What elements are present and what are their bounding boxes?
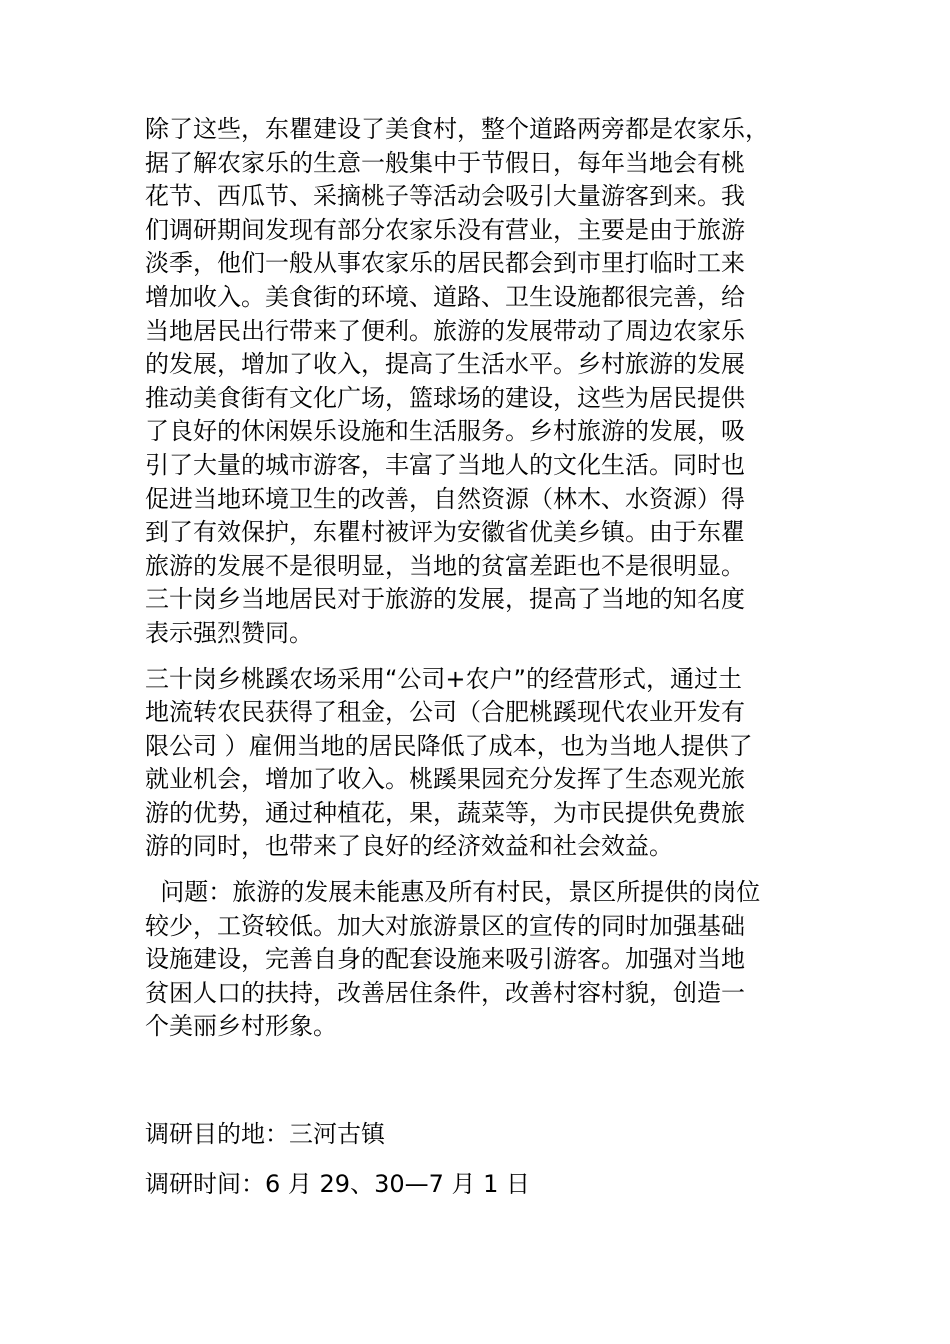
survey-destination-text: 调研目的地：三河古镇 bbox=[145, 1120, 385, 1149]
blank-space bbox=[145, 1056, 805, 1118]
text-line: 了良好的休闲娱乐设施和生活服务。乡村旅游的发展，吸 bbox=[145, 417, 745, 446]
text-line: 推动美食街有文化广场，篮球场的建设，这些为居民提供 bbox=[145, 383, 745, 412]
text-line: 地流转农民获得了租金，公司（合肥桃蹊现代农业开发有 bbox=[145, 698, 745, 727]
text-line: 三十岗乡当地居民对于旅游的发展，提高了当地的知名度 bbox=[145, 585, 745, 614]
text-line: 除了这些，东瞿建设了美食村，整个道路两旁都是农家乐， bbox=[145, 115, 769, 143]
text-line: 们调研期间发现有部分农家乐没有营业，主要是由于旅游 bbox=[145, 215, 745, 244]
text-line: 就业机会，增加了收入。桃蹊果园充分发挥了生态观光旅 bbox=[145, 765, 745, 794]
text-line: 的发展，增加了收入，提高了生活水平。乡村旅游的发展 bbox=[145, 350, 745, 379]
survey-time bbox=[145, 1168, 805, 1202]
text-line: 表示强烈赞同。 bbox=[145, 618, 313, 647]
paragraph-dongqu-food-village bbox=[145, 113, 805, 651]
text-line: 问题：旅游的发展未能惠及所有村民，景区所提供的岗位 bbox=[145, 878, 761, 907]
text-line: 较少，工资较低。加大对旅游景区的宣传的同时加强基础 bbox=[145, 911, 745, 940]
paragraph-problems bbox=[145, 876, 805, 1044]
survey-time-text: 调研时间：6 月 29、30—7 月 1 日 bbox=[145, 1169, 531, 1198]
text-line: 增加收入。美食街的环境、道路、卫生设施都很完善，给 bbox=[145, 282, 745, 311]
text-line: 限公司 ）雇佣当地的居民降低了成本，也为当地人提供了 bbox=[145, 731, 753, 760]
text-line: 贫困人口的扶持，改善居住条件，改善村容村貌，创造一 bbox=[145, 978, 745, 1007]
text-line: 淡季，他们一般从事农家乐的居民都会到市里打临时工来 bbox=[145, 249, 745, 278]
text-line: 游的优势，通过种植花，果，蔬菜等，为市民提供免费旅 bbox=[145, 798, 745, 827]
text-line: 设施建设，完善自身的配套设施来吸引游客。加强对当地 bbox=[145, 945, 745, 974]
text-line: 当地居民出行带来了便利。旅游的发展带动了周边农家乐 bbox=[145, 316, 745, 345]
document-page bbox=[145, 113, 805, 1217]
text-line: 个美丽乡村形象。 bbox=[145, 1012, 337, 1041]
paragraph-taoxi-farm bbox=[145, 663, 805, 865]
text-line: 旅游的发展不是很明显，当地的贫富差距也不是很明显。 bbox=[145, 551, 745, 580]
text-line: 游的同时，也带来了良好的经济效益和社会效益。 bbox=[145, 832, 673, 861]
text-line: 三十岗乡桃蹊农场采用“公司+农户”的经营形式，通过土 bbox=[145, 664, 742, 693]
text-line: 促进当地环境卫生的改善，自然资源（林木、水资源）得 bbox=[145, 484, 745, 513]
text-line: 花节、西瓜节、采摘桃子等活动会吸引大量游客到来。我 bbox=[145, 182, 745, 211]
text-line: 到了有效保护，东瞿村被评为安徽省优美乡镇。由于东瞿 bbox=[145, 518, 745, 547]
text-line: 引了大量的城市游客，丰富了当地人的文化生活。同时也 bbox=[145, 450, 745, 479]
text-line: 据了解农家乐的生意一般集中于节假日，每年当地会有桃 bbox=[145, 148, 745, 177]
survey-destination bbox=[145, 1118, 805, 1152]
